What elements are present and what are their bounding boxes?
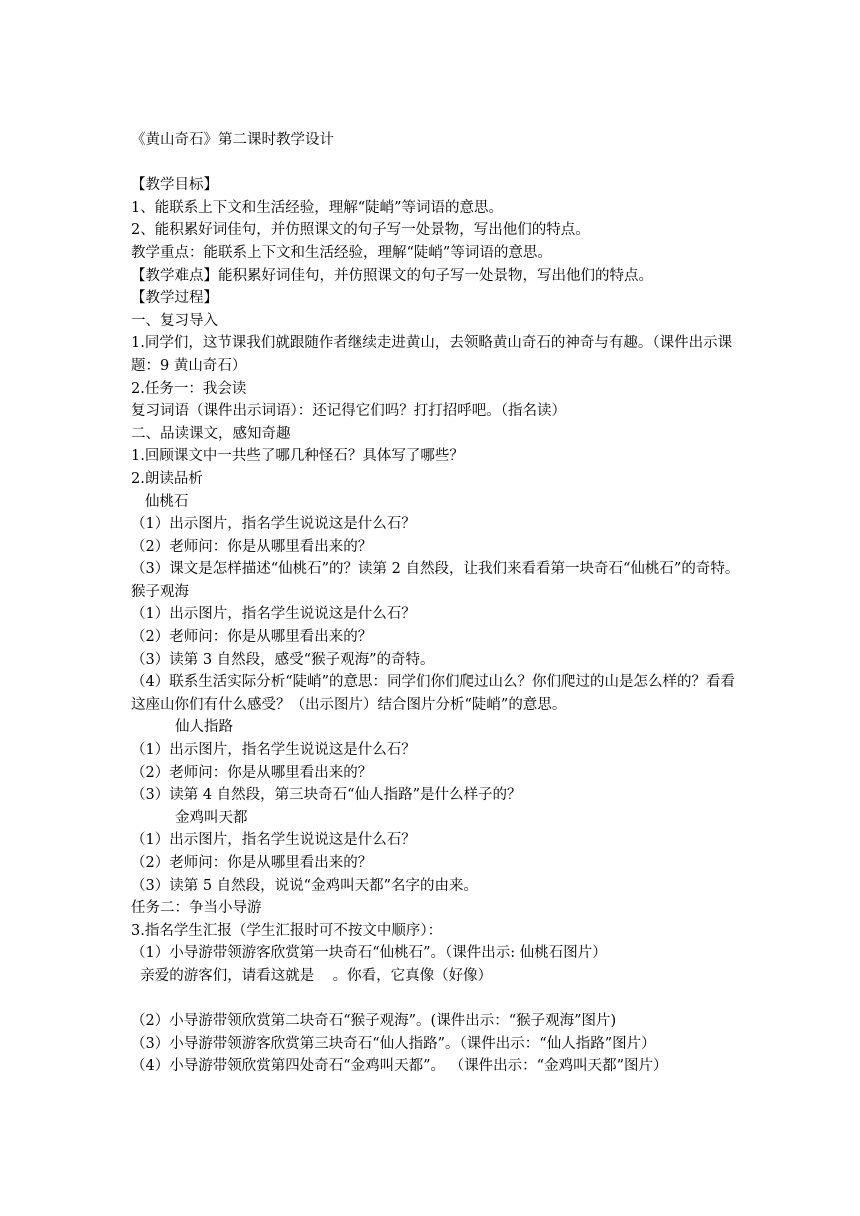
reading-step-2: 2.朗读品析 (131, 470, 203, 487)
xiantao-item-2: （2）老师问：你是从哪里看出来的？ (131, 538, 373, 555)
houzi-item-3: （3）读第 3 自然段，感受“猴子观海”的奇特。 (131, 651, 435, 668)
objective-2: 2、能积累好词佳句，并仿照课文的句子写一处景物，写出他们的特点。 (131, 222, 590, 239)
document-title: 《黄山奇石》第二课时教学设计 (131, 132, 334, 148)
document-body (131, 129, 741, 1078)
review-step-2: 2.任务一：我会读 (131, 380, 247, 397)
jinji-item-3: （3）读第 5 自然段，说说“金鸡叫天都”名字的由来。 (131, 877, 478, 894)
review-step-1: 1.同学们，这节课我们就跟随作者继续走进黄山，去领略黄山奇石的神奇与有趣。（课件出示课题：9 黄山奇石） (131, 335, 733, 374)
objective-1: 1、能联系上下文和生活经验，理解“陡峭”等词语的意思。 (131, 199, 504, 216)
xiantao-item-1: （1）出示图片，指名学生说说这是什么石？ (131, 516, 416, 533)
xianren-item-1: （1）出示图片，指名学生说说这是什么石？ (131, 742, 416, 759)
teaching-focus: 教学重点：能联系上下文和生活经验，理解“陡峭”等词语的意思。 (131, 244, 552, 261)
xianren-item-2: （2）老师问：你是从哪里看出来的？ (131, 764, 373, 781)
task-two: 任务二：争当小导游 (131, 900, 262, 917)
subheading-houzi: 猴子观海 (131, 583, 189, 600)
houzi-item-1: （1）出示图片，指名学生说说这是什么石？ (131, 606, 416, 623)
houzi-item-2: （2）老师问：你是从哪里看出来的？ (131, 629, 373, 646)
guide-item-3: （3）小导游带领游客欣赏第三块奇石“仙人指路”。（课件出示：“仙人指路”图片） (131, 1035, 656, 1052)
section-reading: 二、品读课文，感知奇趣 (131, 425, 291, 442)
reading-step-1: 1.回顾课文中一共些了哪几种怪石？具体写了哪些？ (131, 448, 464, 465)
review-words: 复习词语（课件出示词语）：还记得它们吗？打打招呼吧。（指名读） (131, 403, 566, 420)
xianren-item-3: （3）读第 4 自然段，第三块奇石“仙人指路”是什么样子的？ (131, 787, 522, 804)
guide-item-1: （1）小导游带领游客欣赏第一块奇石“仙桃石”。（课件出示: 仙桃石图片） (131, 945, 607, 962)
subheading-xiantao: 仙桃石 (145, 493, 189, 510)
houzi-item-4: （4）联系生活实际分析“陡峭”的意思：同学们你们爬过山么？你们爬过的山是怎么样的？看看这座山你们有什么感受？（出示图片）结合图片分析“陡峭”的意思。 (131, 674, 736, 713)
blank-line (131, 988, 741, 1011)
xiantao-item-3: （3）课文是怎样描述“仙桃石”的？读第 2 自然段，让我们来看看第一块奇石“仙桃石”的奇特。 (131, 561, 740, 578)
report-step-3: 3.指名学生汇报（学生汇报时可不按文中顺序）： (131, 922, 443, 939)
heading-objectives: 【教学目标】 (131, 177, 218, 194)
jinji-item-2: （2）老师问：你是从哪里看出来的？ (131, 855, 373, 871)
jinji-item-1: （1）出示图片，指名学生说说这是什么石？ (131, 832, 416, 849)
guide-item-4: （4）小导游带领欣赏第四处奇石“金鸡叫天都”。 （课件出示：“金鸡叫天都”图片） (131, 1058, 668, 1075)
guide-item-2: （2）小导游带领欣赏第二块奇石“猴子观海”。(课件出示：“猴子观海”图片) (131, 1013, 617, 1030)
heading-process: 【教学过程】 (131, 290, 218, 307)
guide-template: 亲爱的游客们，请看这就是 。你看，它真像（好像） (131, 967, 493, 984)
subheading-xianren: 仙人指路 (175, 719, 233, 736)
subheading-jinji: 金鸡叫天都 (175, 809, 248, 826)
teaching-difficulty: 【教学难点】能积累好词佳句，并仿照课文的句子写一处景物，写出他们的特点。 (131, 267, 653, 284)
section-review: 一、复习导入 (131, 312, 218, 329)
